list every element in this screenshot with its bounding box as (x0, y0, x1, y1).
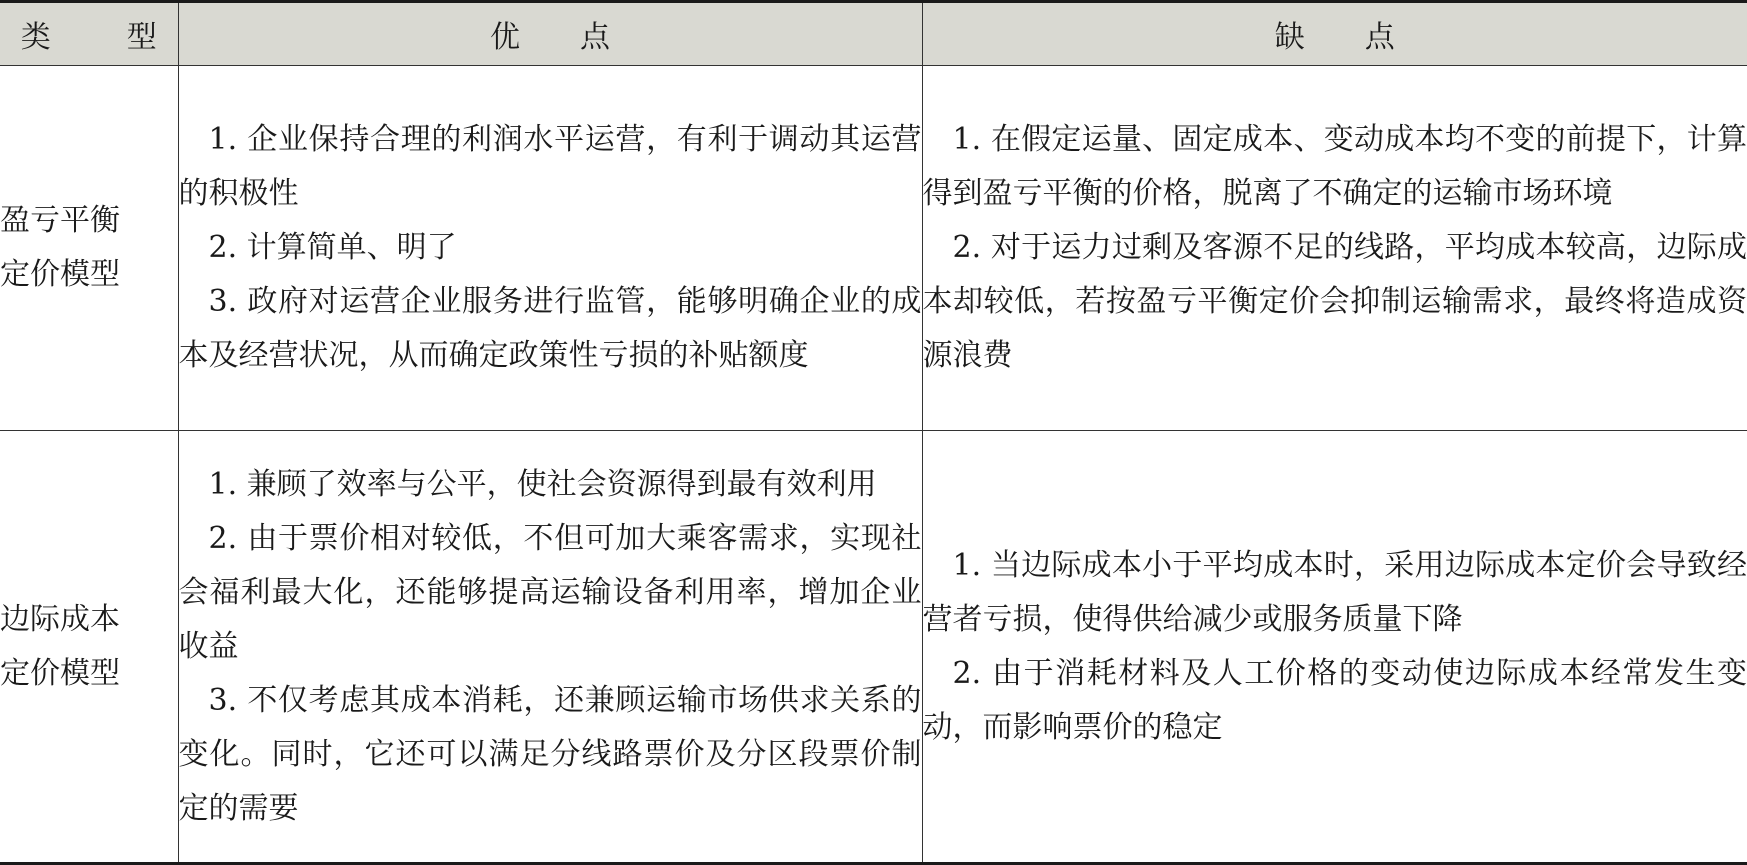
pros-item: 2. 计算简单、明了 (208, 230, 457, 266)
cons-item: 1. 在假定运量、固定成本、变动成本均不变的前提下，计算得到盈亏平衡的价格，脱离了不确定的运输市场环境 (922, 122, 1747, 212)
header-pros: 优 点 (178, 3, 922, 66)
pros-cell (178, 431, 922, 862)
row-type-cell (0, 66, 178, 431)
cons-item: 1. 当边际成本小于平均成本时，采用边际成本定价会导致经营者亏损，使得供给减少或服务质量下降 (922, 547, 1747, 637)
cons-cell (922, 431, 1747, 862)
table-row (0, 66, 1747, 431)
cons-item: 2. 由于消耗材料及人工价格的变动使边际成本经常发生变动，而影响票价的稳定 (922, 655, 1747, 745)
cons-cell (922, 66, 1747, 431)
pros-item: 3. 政府对运营企业服务进行监管，能够明确企业的成本及经营状况，从而确定政策性亏损的补贴额度 (178, 284, 922, 374)
type-label-line: 盈亏平衡 (0, 203, 120, 239)
type-label-line: 定价模型 (0, 655, 120, 691)
pros-item: 1. 企业保持合理的利润水平运营，有利于调动其运营的积极性 (178, 122, 922, 212)
header-type: 类 型 (0, 3, 178, 66)
pros-item: 2. 由于票价相对较低，不但可加大乘客需求，实现社会福利最大化，还能够提高运输设备利用率，增加企业收益 (178, 520, 922, 664)
pros-item: 1. 兼顾了效率与公平，使社会资源得到最有效利用 (208, 466, 877, 502)
table-header-row (0, 3, 1747, 66)
type-label-line: 定价模型 (0, 257, 120, 293)
pricing-model-comparison-table (0, 3, 1747, 862)
type-label-line: 边际成本 (0, 601, 120, 637)
row-type-cell (0, 431, 178, 862)
pros-cell (178, 66, 922, 431)
table-row (0, 431, 1747, 862)
pros-item: 3. 不仅考虑其成本消耗，还兼顾运输市场供求关系的变化。同时，它还可以满足分线路票价及分区段票价制定的需要 (178, 682, 922, 826)
header-cons: 缺 点 (922, 3, 1747, 66)
cons-item: 2. 对于运力过剩及客源不足的线路，平均成本较高，边际成本却较低，若按盈亏平衡定价会抑制运输需求，最终将造成资源浪费 (922, 230, 1747, 374)
